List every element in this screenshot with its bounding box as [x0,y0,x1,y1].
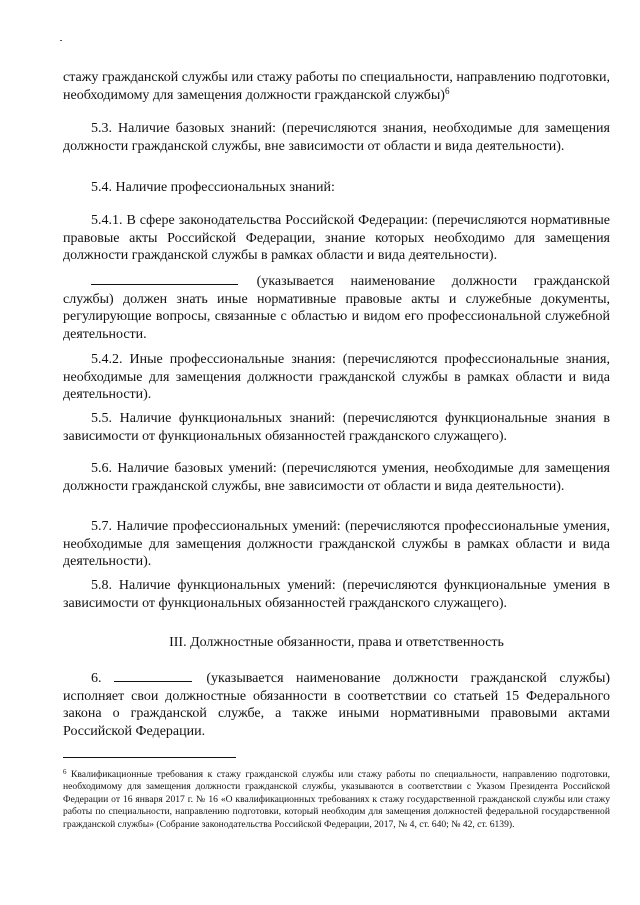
paragraph-5-4-2: 5.4.2. Иные профессиональные знания: (перечисляются профессиональные знания, необходимые для замещения должности гражданской службы в рамках области и вида деятельности). [63,352,610,402]
footnote-separator [63,757,236,758]
section-heading: III. Должностные обязанности, права и ответственность [169,635,504,650]
paragraph-5-4-1-position [63,270,610,343]
scan-speck [60,40,62,41]
paragraph-continuation [63,69,610,104]
footnote-reference: 6 [444,85,450,96]
paragraph-text: (указывается наименование должности гражданской службы) должен знать иные нормативные правовые акты и служебные документы, регулирующие вопросы, связанные с областью и видом его профессиональной служебной деятельности. [63,274,610,342]
paragraph-6 [63,667,610,740]
paragraph-5-4: 5.4. Наличие профессиональных знаний: [91,180,335,195]
paragraph-5-3: 5.3. Наличие базовых знаний: (перечисляются знания, необходимые для замещения должности гражданской службы, вне зависимости от области и вида деятельности). [63,121,610,154]
blank-line [114,667,192,682]
paragraph-5-4-1: 5.4.1. В сфере законодательства Российской Федерации: (перечисляются нормативные правовые акты Российской Федерации, знание которых необходимо для замещения должности гражданской службы в рамках области и вида деятельности). [63,213,610,263]
paragraph-5-8: 5.8. Наличие функциональных умений: (перечисляются функциональные умения в зависимости от функциональных обязанностей гражданского служащего). [63,578,610,611]
footnote [63,769,610,831]
paragraph-5-5: 5.5. Наличие функциональных знаний: (перечисляются функциональные знания в зависимости от функциональных обязанностей гражданского служащего). [63,411,610,444]
paragraph-number: 6. [91,671,102,686]
paragraph-text: (указывается наименование должности гражданской службы) исполняет свои должностные обязанности в соответствии со статьей 15 Федерального закона о гражданской службе, а также иными нормативными правовыми актами Российской Федерации. [63,671,611,739]
paragraph-5-6: 5.6. Наличие базовых умений: (перечисляются умения, необходимые для замещения должности гражданской службы, вне зависимости от области и вида деятельности). [63,461,610,494]
paragraph-5-7: 5.7. Наличие профессиональных умений: (перечисляются профессиональные умения, необходимые для замещения должности гражданской службы в рамках области и вида деятельности). [63,519,610,569]
paragraph-text: стажу гражданской службы или стажу работы по специальности, направлению подготовки, необходимому для замещения должности гражданской службы) [63,70,610,103]
footnote-mark: 6 [63,768,67,776]
footnote-text: Квалификационные требования к стажу гражданской службы или стажу работы по специальности, направлению подготовки, необходимому для замещения должности гражданской службы, указываются в соответствии с Указом Президента Российской Федерации от 16 января 2017 г. № 16 «О квалификационных требованиях к стажу государственной гражданской службы или стажу работы по специальности, направлению подготовки, который необходим для замещения должностей федеральной государственной гражданской службы» (Собрание законодательства Российской Федерации, 2017, № 4, ст. 640; № 42, ст. 6139). [63,769,610,830]
blank-line [91,270,238,285]
